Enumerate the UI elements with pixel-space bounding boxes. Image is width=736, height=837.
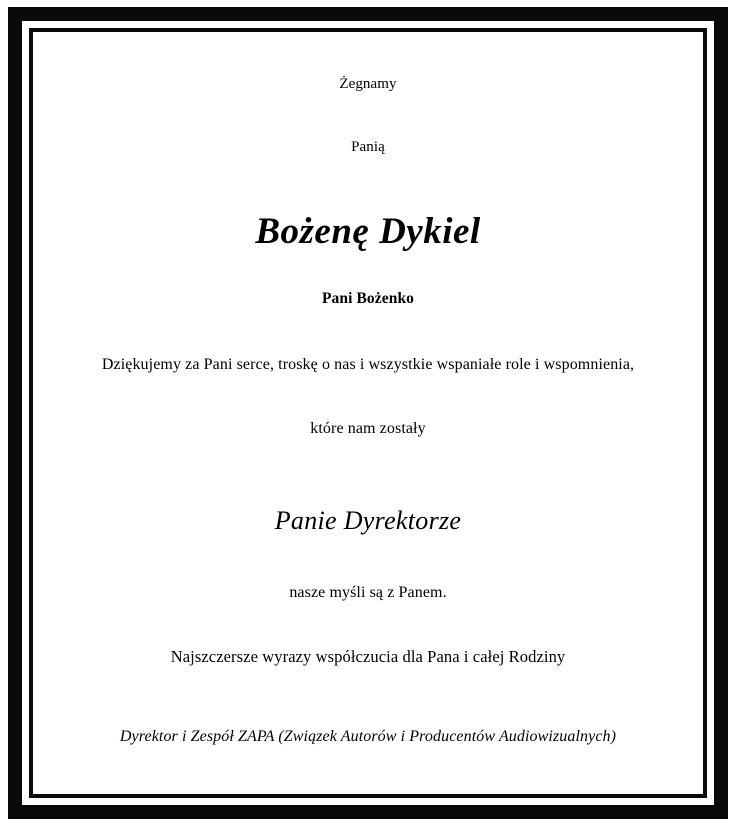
honorific-line: Panią — [351, 139, 385, 155]
mourning-frame-white-gap — [22, 21, 714, 805]
director-address-line: Panie Dyrektorze — [274, 506, 462, 535]
sympathy-line: Najszczersze wyrazy współczucia dla Pana i całej Rodziny — [170, 647, 566, 666]
address-line: Pani Bożenko — [321, 290, 415, 307]
deceased-name: Bożenę Dykiel — [255, 211, 481, 252]
thanks-line: Dziękujemy za Pani serce, troskę o nas i wszystkie wspaniałe role i wspomnienia, — [101, 356, 635, 373]
farewell-line: Żegnamy — [339, 76, 397, 92]
mourning-frame-inner-rule — [29, 28, 707, 798]
mourning-frame-outer-band — [8, 7, 728, 819]
signature-line: Dyrektor i Zespół ZAPA (Związek Autorów i Producentów Audiowizualnych) — [119, 728, 617, 745]
thoughts-line: nasze myśli są z Panem. — [289, 584, 447, 601]
condolence-notice-sheet — [33, 32, 703, 794]
remaining-line: które nam zostały — [310, 420, 426, 437]
